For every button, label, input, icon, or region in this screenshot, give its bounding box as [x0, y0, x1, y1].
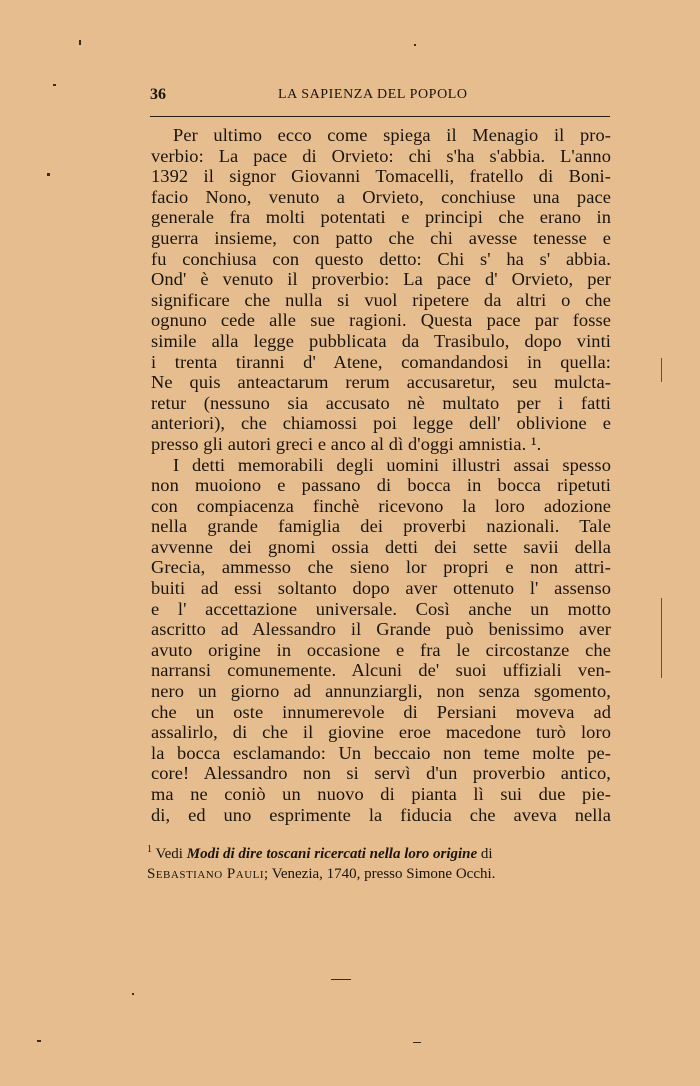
text-line: e l' accettazione universale. Così anche un motto	[151, 598, 611, 619]
footnote-di: di	[480, 846, 493, 862]
text-line: I detti memorabili degli uomini illustri assai spesso	[173, 454, 611, 475]
text-line: significare che nulla si vuol ripetere da altri o che	[151, 289, 611, 310]
footnote-vedi: Vedi	[155, 846, 183, 862]
scan-speck	[331, 979, 351, 980]
text-line: narransi comunemente. Alcuni de' suoi uffiziali ven-	[151, 660, 611, 681]
footnote-marker: 1	[147, 844, 152, 855]
text-line: core! Alessandro non si servì d'un proverbio antico,	[151, 763, 611, 784]
scan-speck	[79, 40, 81, 45]
text-line: facio Nono, venuto a Orvieto, conchiuse una pace	[151, 186, 611, 207]
scan-speck	[132, 993, 134, 995]
text-line: ognuno cede alle sue ragioni. Questa pace par fosse	[151, 310, 611, 331]
text-line: assalirlo, di che il giovine eroe macedone turò loro	[151, 722, 611, 743]
footnote-author: Sebastiano Pauli	[147, 866, 265, 882]
body-text	[151, 125, 611, 825]
footnote-line-1	[147, 840, 612, 864]
text-line: simile alla legge pubblicata da Trasibulo, dopo vinti	[151, 330, 611, 351]
text-line: buiti ad essi soltanto dopo aver ottenuto l' assenso	[151, 578, 611, 599]
text-line: presso gli autori greci e anco al dì d'oggi amnistia. ¹.	[151, 433, 542, 454]
text-line: verbio: La pace di Orvieto: chi s'ha s'abbia. L'anno	[151, 145, 611, 166]
header-rule	[150, 116, 610, 117]
text-line: nero un giorno ad annunziargli, non senza sgomento,	[151, 681, 611, 702]
text-line: con compiacenza finchè ricevono la loro adozione	[151, 495, 611, 516]
scan-speck	[37, 1040, 41, 1042]
text-line: 1392 il signor Giovanni Tomacelli, fratello di Boni-	[151, 166, 611, 187]
text-line: che un oste innumerevole di Persiani moveva ad	[151, 701, 611, 722]
text-line: guerra insieme, con patto che chi avesse tenesse e	[151, 227, 611, 248]
scan-edge-line	[661, 598, 662, 678]
text-line: avuto origine in occasione e fra le circostanze che	[151, 639, 611, 660]
text-line: Grecia, ammesso che sieno lor propri e non attri-	[151, 557, 611, 578]
footnote-title: Modi di dire toscani ricercati nella loro origine	[186, 846, 478, 862]
page-header	[150, 86, 610, 110]
text-line: Per ultimo ecco come spiega il Menagio il pro-	[173, 125, 611, 145]
scan-edge-line	[661, 358, 662, 382]
text-line: i trenta tiranni d' Atene, comandandosi in quella:	[151, 351, 611, 372]
text-line: Ne quis anteactarum rerum accusaretur, seu mulcta-	[151, 372, 611, 393]
text-line: fu conchiusa con questo detto: Chi s' ha s' abbia.	[151, 248, 611, 269]
footnote	[147, 840, 612, 884]
running-title: LA SAPIENZA DEL POPOLO	[278, 87, 468, 102]
footnote-rest: ; Venezia, 1740, presso Simone Occhi.	[264, 866, 496, 882]
page-number: 36	[150, 86, 166, 103]
scan-speck	[47, 173, 50, 176]
text-line: non muoiono e passano di bocca in bocca ripetuti	[151, 475, 611, 496]
text-line: ascritto ad Alessandro il Grande può benissimo aver	[151, 619, 611, 640]
text-line: Ond' è venuto il proverbio: La pace d' Orvieto, per	[151, 269, 611, 290]
text-line: anteriori), che chiamossi poi legge dell' oblivione e	[151, 413, 611, 434]
scan-speck	[53, 84, 56, 86]
scan-speck	[413, 1042, 421, 1043]
text-line: generale fra molti potentati e principi che erano in	[151, 207, 611, 228]
footnote-line-2	[147, 864, 612, 884]
text-line: di, ed uno esprimente la fiducia che aveva nella	[151, 804, 611, 825]
scan-speck	[414, 44, 416, 46]
text-line: ma ne coniò un nuovo di pianta lì sui due pie-	[151, 784, 611, 804]
text-line: nella grande famiglia dei proverbi nazionali. Tale	[151, 516, 611, 537]
text-line: la bocca esclamando: Un beccaio non teme molte pe-	[151, 742, 611, 763]
text-line: avvenne dei gnomi ossia detti dei sette savii della	[151, 536, 611, 557]
text-line: retur (nessuno sia accusato nè multato per i fatti	[151, 392, 611, 413]
